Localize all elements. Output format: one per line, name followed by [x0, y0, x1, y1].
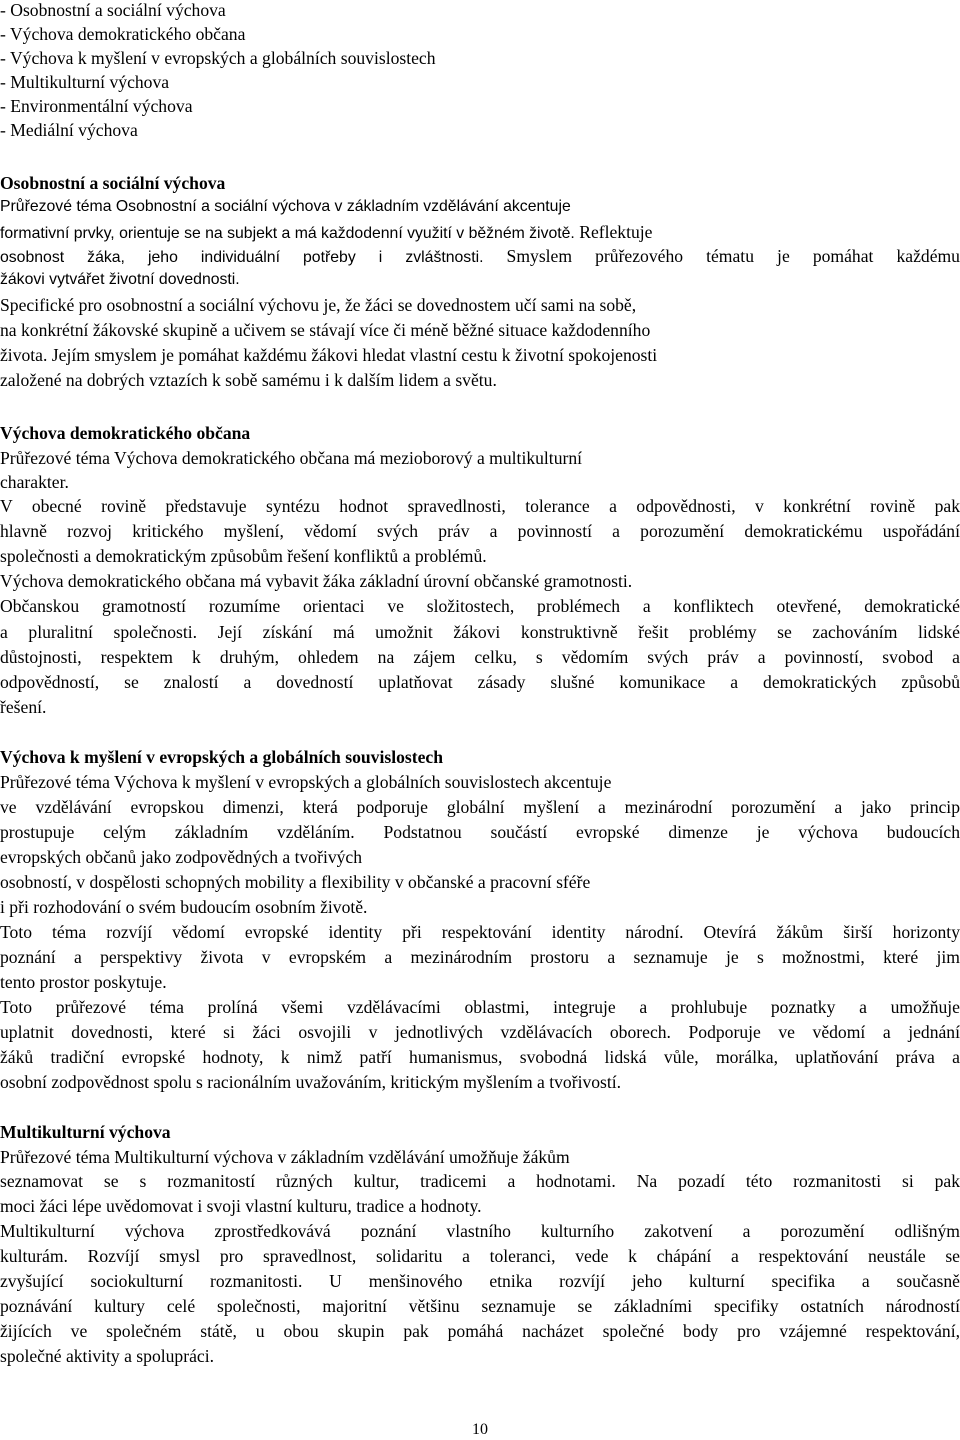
paragraph-line: hlavně rozvoj kritického myšlení, vědomí svých práv a povinností a porozumění demokratickému uspořádání: [0, 521, 960, 541]
paragraph-line: Průřezové téma Výchova k myšlení v evropských a globálních souvislostech akcentuje: [0, 772, 612, 792]
paragraph-line: žijících ve společném státě, u obou skupin pak pomáhá nacházet společné body pro vzájemné respektování,: [0, 1321, 960, 1341]
paragraph-line: Průřezové téma Multikulturní výchova v základním vzdělávání umožňuje žákům: [0, 1147, 570, 1167]
topic-list-item: - Osobnostní a sociální výchova: [0, 0, 226, 20]
paragraph-line: Specifické pro osobnostní a sociální výchovu je, že žáci se dovednostem učí sami na sobě,: [0, 295, 637, 315]
topic-list-item: - Multikulturní výchova: [0, 72, 170, 92]
paragraph-line: odpovědností, se znalostí a dovedností uplatňovat zásady slušné komunikace a demokratických způsobů: [0, 672, 960, 692]
paragraph-line: společné aktivity a spolupráci.: [0, 1346, 214, 1366]
paragraph-line: a pluralitní společnosti. Její získání má umožnit žákovi konstruktivně řešit problémy se zachováním lidské: [0, 622, 960, 642]
paragraph-line: prostupuje celým základním vzděláním. Podstatnou součástí evropské dimenze je výchova budoucích: [0, 822, 960, 842]
paragraph-line: formativní prvky, orientuje se na subjekt a má každodenní využití v běžném životě. Reflektuje: [0, 222, 653, 242]
paragraph-line: řešení.: [0, 697, 47, 717]
topic-list-item: - Mediální výchova: [0, 120, 138, 140]
paragraph-line: ve vzdělávání evropskou dimenzi, která podporuje globální myšlení a mezinárodní porozumění a jako princip: [0, 797, 960, 817]
paragraph-line: důstojnosti, respektem k druhým, ohledem na zájem celku, s vědomím svých práv a povinností, svobod a: [0, 647, 960, 667]
topic-list-item: - Výchova demokratického občana: [0, 24, 246, 44]
paragraph-line: založené na dobrých vztazích k sobě samému i k dalším lidem a světu.: [0, 370, 497, 390]
paragraph-line: zvyšující sociokulturní rozmanitosti. U menšinového etnika rozvíjí jeho kulturní specifika a současně: [0, 1271, 960, 1291]
paragraph-line: Výchova demokratického občana má vybavit žáka základní úrovní občanské gramotnosti.: [0, 571, 633, 591]
paragraph-line: V obecné rovině představuje syntézu hodnot spravedlnosti, tolerance a odpovědnosti, v konkrétní rovině pak: [0, 496, 960, 516]
paragraph-line: žákovi vytvářet životní dovednosti.: [0, 271, 240, 288]
paragraph-line: Toto průřezové téma prolíná všemi vzdělávacími oblastmi, integruje a prohlubuje poznatky a umožňuje: [0, 997, 960, 1017]
topic-list-item: - Environmentální výchova: [0, 96, 193, 116]
section-heading-mkv: Multikulturní výchova: [0, 1122, 171, 1142]
paragraph-line: společnosti a demokratickým způsobům řešení konfliktů a problémů.: [0, 546, 487, 566]
paragraph-line: evropských občanů jako zodpovědných a tvořivých: [0, 847, 363, 867]
paragraph-line: Multikulturní výchova zprostředkovává poznání vlastního kulturního zakotvení a porozumění odlišným: [0, 1221, 960, 1241]
paragraph-line: Toto téma rozvíjí vědomí evropské identity při respektování identity národní. Otevírá žákům širší horizonty: [0, 922, 960, 942]
paragraph-line: na konkrétní žákovské skupině a učivem se stávají více či méně běžné situace každodenního: [0, 320, 651, 340]
paragraph-line: Průřezové téma Osobnostní a sociální výchova v základním vzdělávání akcentuje: [0, 198, 571, 215]
paragraph-line: žáků tradiční evropské hodnoty, k nimž patří humanismus, svobodná lidská vůle, morálka, uplatňování práva a: [0, 1047, 960, 1067]
paragraph-line: moci žáci lépe uvědomovat i svoji vlastní kulturu, tradice a hodnoty.: [0, 1196, 482, 1216]
paragraph-line: osobností, v dospělosti schopných mobility a flexibility v občanské a pracovní sféře: [0, 872, 591, 892]
section-heading-vdo: Výchova demokratického občana: [0, 423, 251, 443]
paragraph-line: seznamovat se s rozmanitostí různých kultur, tradicemi a hodnotami. Na pozadí této rozmanitosti si pak: [0, 1171, 960, 1191]
paragraph-line: osobní zodpovědnost spolu s racionálním uvažováním, kritickým myšlením a tvořivostí.: [0, 1072, 622, 1092]
paragraph-line: života. Jejím smyslem je pomáhat každému žákovi hledat vlastní cestu k životní spokojenosti: [0, 345, 658, 365]
topic-list-item: - Výchova k myšlení v evropských a globálních souvislostech: [0, 48, 436, 68]
paragraph-line: i při rozhodování o svém budoucím osobním životě.: [0, 897, 368, 917]
paragraph-line: uplatnit dovednosti, které si žáci osvojili v jednotlivých vzdělávacích oborech. Podporuje ve vědomí a jednání: [0, 1022, 960, 1042]
page-number: 10: [472, 1421, 488, 1438]
paragraph-line: Průřezové téma Výchova demokratického občana má mezioborový a multikulturní: [0, 448, 583, 468]
paragraph-line: tento prostor poskytuje.: [0, 972, 167, 992]
paragraph-line: charakter.: [0, 472, 69, 492]
paragraph-line: poznávání kultury celé společnosti, majoritní většinu seznamuje se základními specifiky ostatních národností: [0, 1296, 960, 1316]
paragraph-line: poznání a perspektivy života v evropském a mezinárodním prostoru a seznamuje je s možnostmi, které jim: [0, 947, 960, 967]
paragraph-line: kulturám. Rozvíjí smysl pro spravedlnost, solidaritu a toleranci, vede k chápání a respektování neustále se: [0, 1246, 960, 1266]
section-heading-osv: Osobnostní a sociální výchova: [0, 173, 226, 193]
paragraph-line: Občanskou gramotností rozumíme orientaci ve složitostech, problémech a konfliktech otevřené, demokratické: [0, 596, 960, 616]
section-heading-vmegs: Výchova k myšlení v evropských a globálních souvislostech: [0, 747, 443, 767]
paragraph-line: osobnost žáka, jeho individuální potřeby i zvláštnosti. Smyslem průřezového tématu je pomáhat každému: [0, 246, 960, 266]
